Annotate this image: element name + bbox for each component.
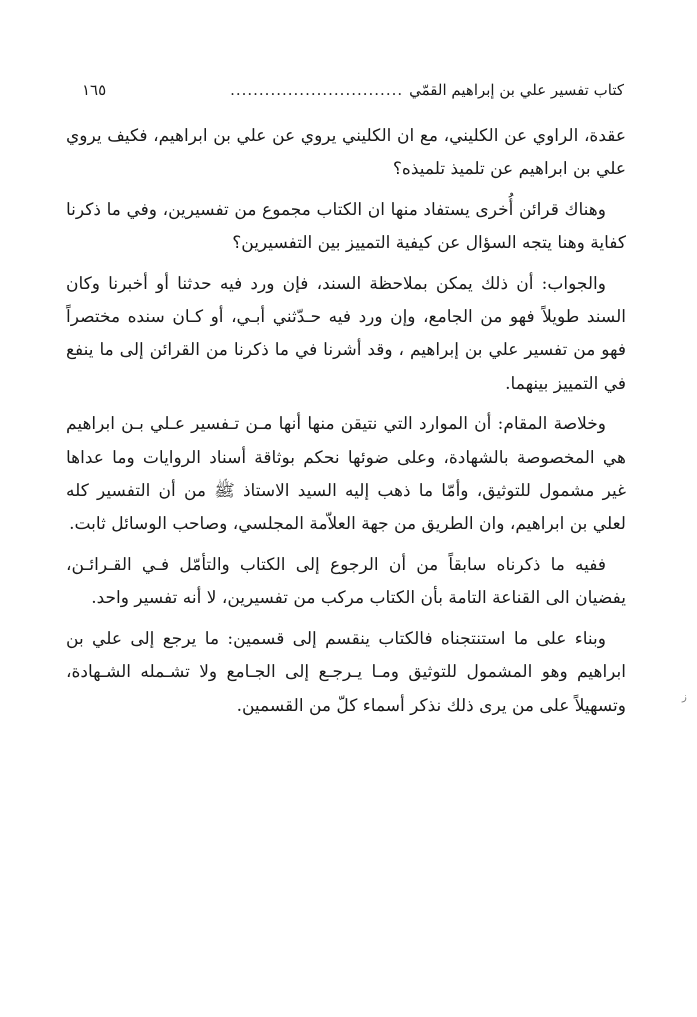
paragraph-answer: والجواب: أن ذلك يمكن بملاحظة السند، فإن ورد فيه حدثنا أو أخبرنا وكان السند طويلاً فهو من الجامع، وإن ورد فيه حـدّثني أبـي، أو كـان سنده مختصراً فهو من تفسير علي بن إبراهيم ، وقد أشرنا في ما ذكرنا من القرائن إلى ما ينفع في التمييز بينهما. xyxy=(66,273,626,394)
running-header xyxy=(82,72,624,100)
paragraph-continuation: عقدة، الراوي عن الكليني، مع ان الكليني يروي عن علي بن ابراهيم، فكيف يروي علي بن ابراهيم عن تلميذ تلميذه؟ xyxy=(66,126,626,180)
page-number: ١٦٥ xyxy=(82,81,107,99)
margin-mark: ز xyxy=(682,692,687,703)
paragraph-conclusion: وبناء على ما استنتجناه فالكتاب ينقسم إلى قسمين: ما يرجع إلى علي بن ابراهيم وهو المشمول للتوثيق ومـا يـرجـع إلى الجـامع ولا تشـمله الشـهادة، وتسهيلاً على من يرى ذلك نذكر أسماء كلّ من القسمين. xyxy=(66,628,626,716)
paragraph-other-evidence: وهناك قرائن أُخرى يستفاد منها ان الكتاب مجموع من تفسيرين، وفي ما ذكرنا كفاية وهنا يتجه السؤال عن كيفية التمييز بين التفسيرين؟ xyxy=(66,199,626,254)
leader-dots: .............................. xyxy=(230,81,404,99)
paragraph-response: ففيه ما ذكرناه سابقاً من أن الرجوع إلى الكتاب والتأمّل فـي القـرائـن، يفضيان الى القناعة التامة بأن الكتاب مركب من تفسيرين، لا أنه تفسير واحد. xyxy=(66,554,626,609)
paragraph-summary: وخلاصة المقام: أن الموارد التي نتيقن منها أنها مـن تـفسير عـلي بـن ابراهيم هي المخصوصة بالشهادة، وعلى ضوئها نحكم بوثاقة أسناد الروايات وما عداها غير مشمول للتوثيق، وأمّا ما ذهب إليه السيد الاستاذ ﷺ من أن التفسير كله لعلي بن ابراهيم، وان الطريق من جهة العلاّمة المجلسي، وصاحب الوسائل ثابت. xyxy=(66,414,626,535)
book-title: كتاب تفسير علي بن إبراهيم القمّي xyxy=(409,81,624,99)
body-text xyxy=(66,120,626,730)
